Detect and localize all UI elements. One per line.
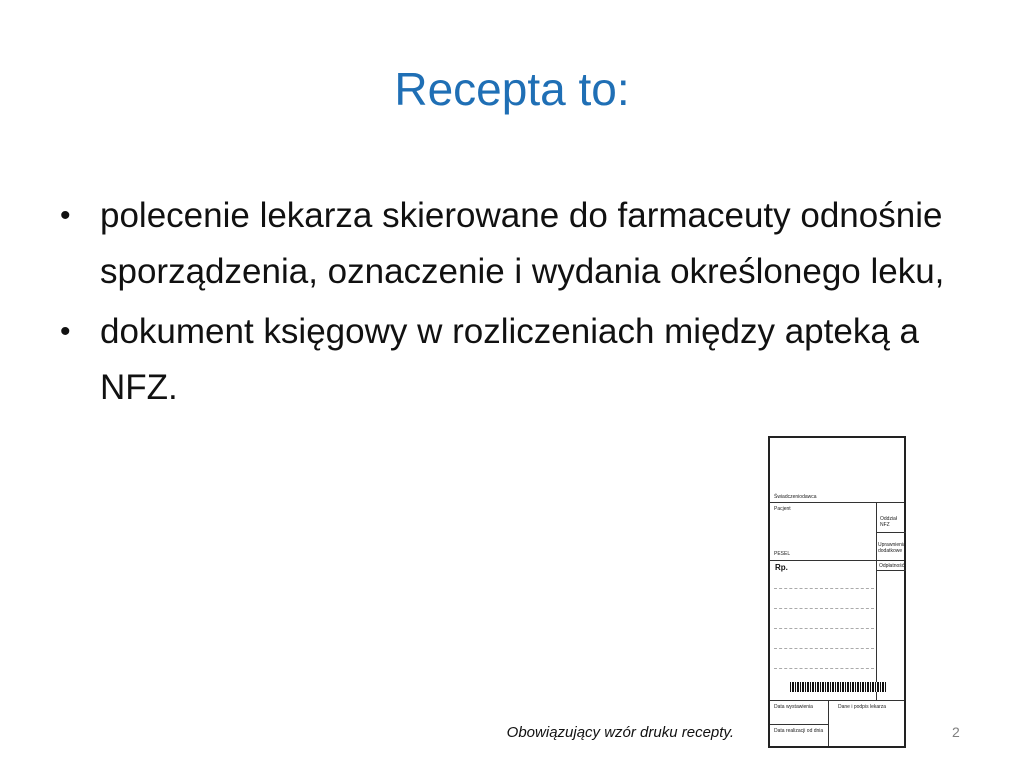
page-number: 2	[952, 724, 960, 740]
form-patient-label: Pacjent	[774, 506, 791, 512]
form-divider	[770, 560, 904, 561]
form-rule	[774, 588, 874, 589]
form-date-issued-label: Data wystawienia	[774, 704, 813, 710]
form-divider	[876, 532, 906, 533]
form-doctor-label: Dane i podpis lekarza	[838, 704, 887, 710]
form-rule	[774, 608, 874, 609]
bullet-icon: •	[60, 315, 71, 348]
form-payment-label: Odpłatność	[879, 563, 905, 569]
form-rule	[774, 628, 874, 629]
bullet-list	[58, 188, 958, 420]
form-rule	[774, 668, 874, 669]
form-nfz-label: Oddział NFZ	[880, 516, 897, 528]
form-divider	[770, 502, 904, 503]
form-divider	[876, 570, 906, 571]
form-divider	[876, 560, 877, 700]
form-provider-label: Świadczeniodawca	[774, 494, 817, 500]
image-caption: Obowiązujący wzór druku recepty.	[506, 724, 734, 741]
form-divider	[828, 700, 829, 746]
form-divider	[770, 724, 828, 725]
form-rights-label: Uprawnienia dodatkowe	[878, 542, 906, 554]
bullet-text: dokument księgowy w rozliczeniach między apteką a NFZ.	[100, 312, 919, 407]
form-date-realization-label: Data realizacji od dnia	[774, 728, 824, 734]
form-rp-label: Rp.	[775, 563, 788, 572]
bullet-item	[58, 188, 958, 300]
form-rule	[774, 648, 874, 649]
bullet-icon: •	[60, 199, 71, 232]
form-pesel-label: PESEL	[774, 551, 791, 557]
bullet-text: polecenie lekarza skierowane do farmaceuty odnośnie sporządzenia, oznaczenie i wydania określonego leku,	[100, 196, 945, 291]
slide-title: Recepta to:	[394, 63, 630, 115]
barcode-icon	[790, 682, 886, 692]
prescription-form-image	[768, 436, 906, 748]
form-divider	[876, 502, 877, 560]
bullet-item	[58, 304, 958, 416]
form-divider	[770, 700, 904, 701]
